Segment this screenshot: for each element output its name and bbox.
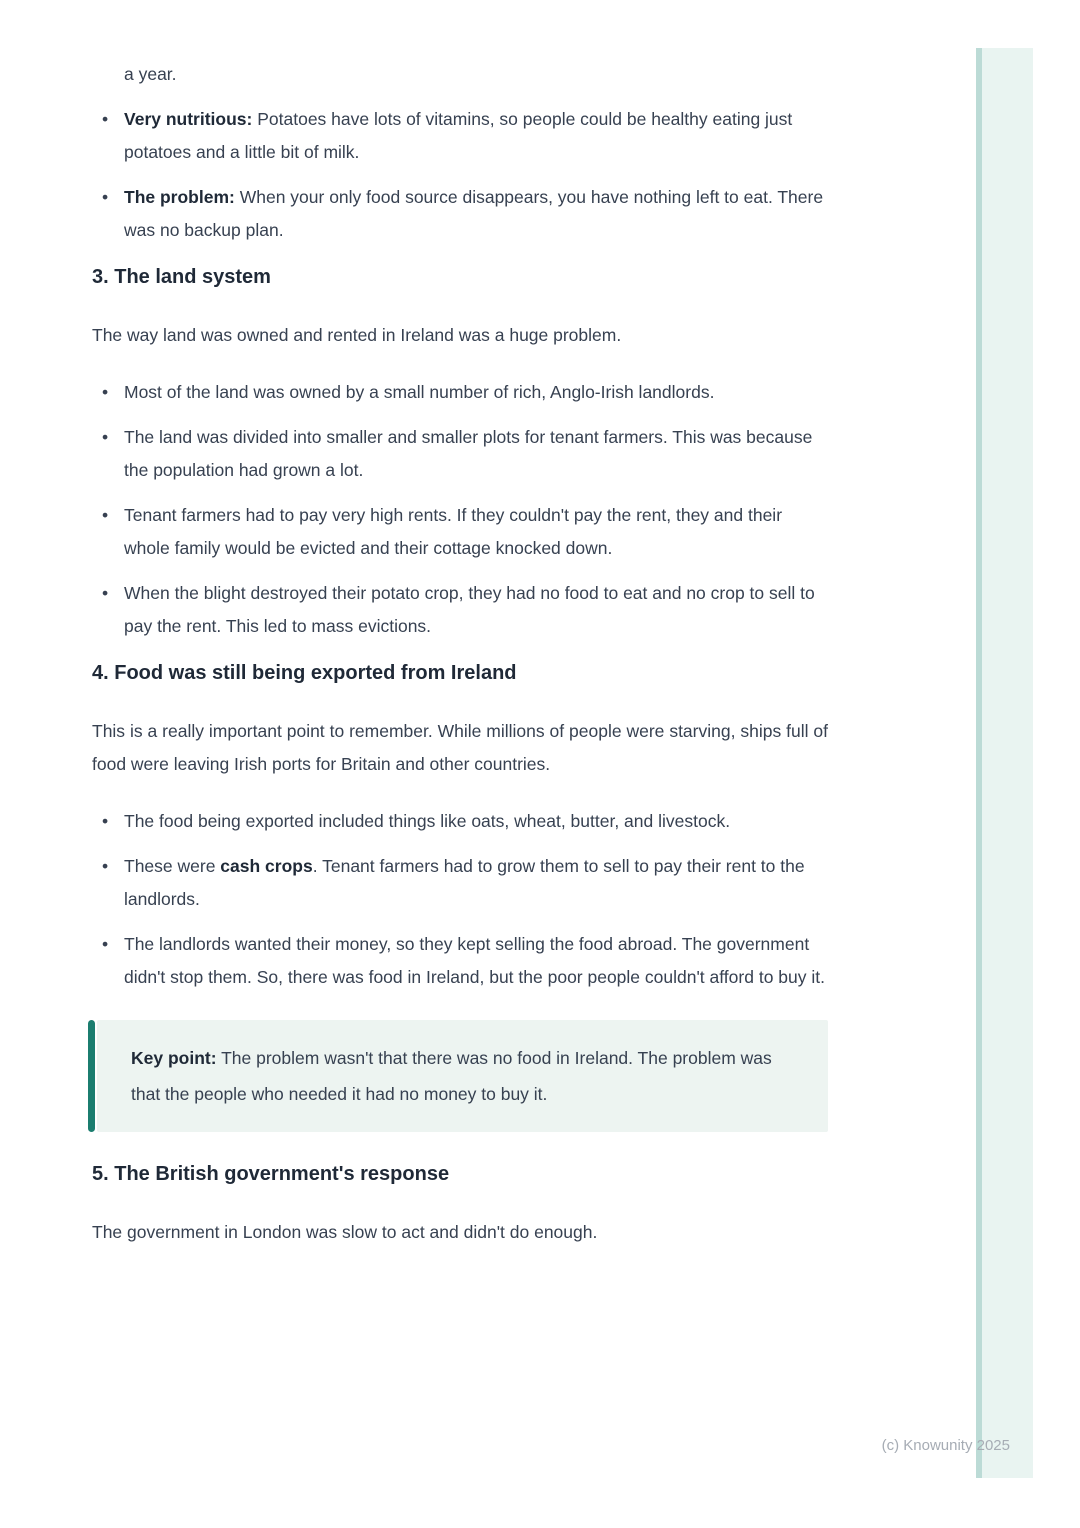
bullet-icon: •	[102, 382, 109, 402]
list-item	[92, 499, 828, 565]
list-item-text: Most of the land was owned by a small number of rich, Anglo-Irish landlords.	[124, 382, 715, 402]
bold-text: Key point:	[131, 1048, 217, 1068]
list-item-text: The problem: When your only food source disappears, you have nothing left to eat. There was no backup plan.	[124, 187, 824, 240]
section-heading-government-response: 5. The British government's response	[92, 1163, 450, 1185]
section-heading-land-system: 3. The land system	[92, 266, 271, 288]
land-system-intro-paragraph: The way land was owned and rented in Ireland was a huge problem.	[92, 325, 622, 345]
list-item-text: When the blight destroyed their potato crop, they had no food to eat and no crop to sell to pay the rent. This led to mass evictions.	[124, 583, 815, 636]
list-item-text: The landlords wanted their money, so they kept selling the food abroad. The government didn't stop them. So, there was food in Ireland, but the poor people couldn't afford to buy it.	[124, 934, 825, 987]
list-item	[92, 103, 828, 169]
bullet-icon: •	[102, 934, 109, 954]
list-item-text: The land was divided into smaller and smaller plots for tenant farmers. This was because the population had grown a lot.	[124, 427, 813, 480]
government-response-paragraph: The government in London was slow to act and didn't do enough.	[92, 1222, 598, 1242]
list-item-text: Very nutritious: Potatoes have lots of vitamins, so people could be healthy eating just potatoes and a little bit of milk.	[124, 109, 793, 162]
key-point-callout	[88, 1020, 828, 1132]
list-item	[92, 421, 828, 487]
bullet-icon: •	[102, 856, 109, 876]
bullet-icon: •	[102, 427, 109, 447]
bullet-icon: •	[102, 187, 109, 207]
food-export-list	[92, 805, 828, 994]
list-item	[92, 181, 828, 247]
section-heading-food-exported: 4. Food was still being exported from Ireland	[92, 662, 517, 684]
callout-accent-bar	[88, 1020, 95, 1132]
bullet-icon: •	[102, 811, 109, 831]
list-item	[92, 577, 828, 643]
list-item-text: These were cash crops. Tenant farmers had to grow them to sell to pay their rent to the landlords.	[124, 856, 805, 909]
list-item	[92, 376, 828, 409]
bold-text: Very nutritious:	[124, 109, 253, 129]
bold-text: cash crops	[220, 856, 313, 876]
potato-facts-list	[92, 103, 828, 247]
land-system-list	[92, 376, 828, 643]
continuation-line: a year.	[124, 64, 177, 84]
document-content	[92, 58, 828, 1249]
bullet-icon: •	[102, 583, 109, 603]
bullet-icon: •	[102, 505, 109, 525]
copyright-footer: (c) Knowunity 2025	[881, 1437, 1010, 1454]
bullet-icon: •	[102, 109, 109, 129]
food-export-intro-paragraph: This is a really important point to remember. While millions of people were starving, ships full of food were leaving Irish ports for Britain and other countries.	[92, 721, 828, 774]
page-edge-highlight-bar	[976, 48, 1033, 1478]
list-item	[92, 850, 828, 916]
list-item	[92, 805, 828, 838]
list-item	[92, 928, 828, 994]
list-item-text: The food being exported included things like oats, wheat, butter, and livestock.	[124, 811, 731, 831]
list-item-text: Tenant farmers had to pay very high rents. If they couldn't pay the rent, they and their whole family would be evicted and their cottage knocked down.	[124, 505, 783, 558]
callout-text: Key point: The problem wasn't that there was no food in Ireland. The problem was that the people who needed it had no money to buy it.	[97, 1020, 828, 1132]
bold-text: The problem:	[124, 187, 235, 207]
